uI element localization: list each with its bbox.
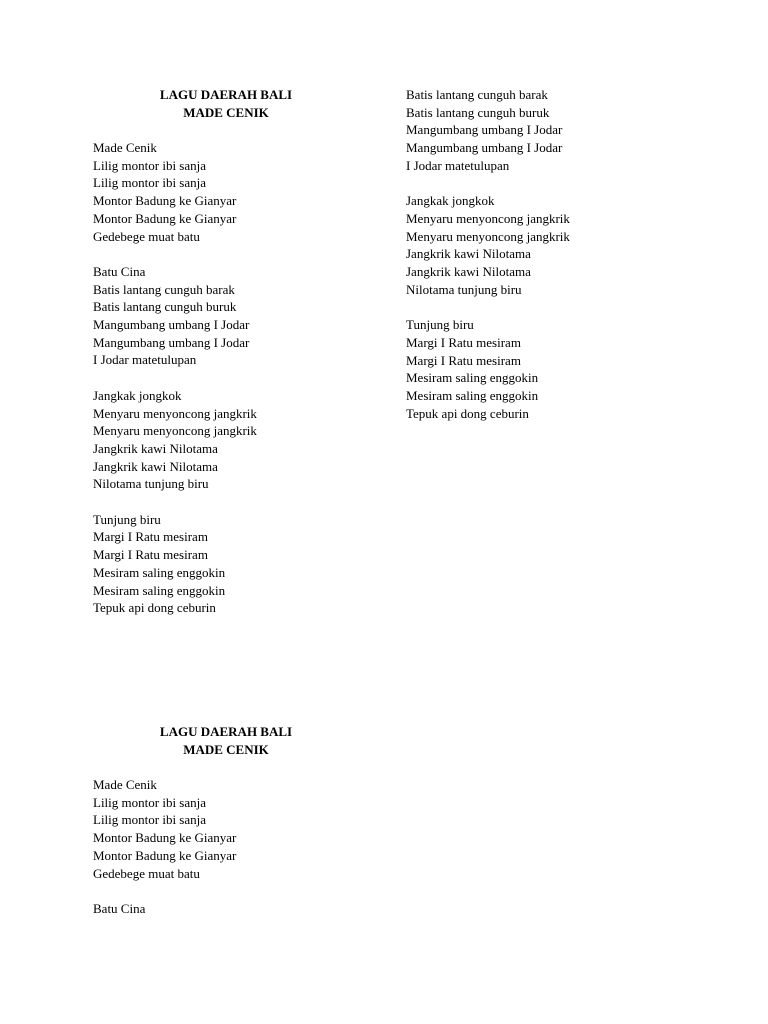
lyric-line: Batis lantang cunguh buruk: [406, 104, 550, 120]
lyric-line: Jangkak jongkok: [93, 387, 182, 403]
stanza: [406, 192, 570, 298]
lyric-line: Menyaru menyoncong jangkrik: [93, 423, 257, 439]
lyric-line: Mangumbang umbang I Jodar: [93, 334, 250, 350]
lyric-line: Mesiram saling enggokin: [406, 370, 539, 386]
song-title-line-1: LAGU DAERAH BALI: [159, 724, 293, 739]
lyric-line: I Jodar matetulupan: [93, 352, 197, 368]
lyric-line: Jangkrik kawi Nilotama: [406, 246, 531, 262]
song-title-copy: [93, 723, 359, 758]
stanza: [93, 387, 257, 493]
lyric-line: Margi I Ratu mesiram: [406, 352, 521, 368]
lyric-line: Made Cenik: [93, 140, 157, 155]
lyric-line: Nilotama tunjung biru: [93, 476, 209, 492]
lyric-line: Jangkrik kawi Nilotama: [93, 440, 218, 456]
left-column-lyrics: [93, 139, 257, 617]
lyric-line: Mangumbang umbang I Jodar: [93, 317, 250, 333]
stanza: [406, 316, 570, 422]
lyric-line: Lilig montor ibi sanja: [93, 157, 207, 173]
lyric-line: Batu Cina: [93, 900, 146, 916]
lyric-line: Montor Badung ke Gianyar: [93, 847, 237, 863]
lyric-line: Margi I Ratu mesiram: [93, 547, 208, 563]
lyric-line: Margi I Ratu mesiram: [93, 529, 208, 545]
lyric-line: Gedebege muat batu: [93, 865, 200, 881]
right-column-lyrics: [406, 86, 570, 422]
song-title-line-2: MADE CENIK: [183, 741, 269, 757]
stanza: [93, 139, 257, 245]
second-copy-lyrics: [93, 776, 236, 918]
lyric-line: Menyaru menyoncong jangkrik: [406, 210, 570, 226]
lyric-line: Tunjung biru: [93, 511, 161, 527]
lyric-line: Montor Badung ke Gianyar: [93, 830, 237, 846]
lyric-line: Batis lantang cunguh barak: [93, 281, 235, 297]
lyric-line: Jangkrik kawi Nilotama: [406, 264, 531, 280]
lyric-line: Batis lantang cunguh barak: [406, 87, 548, 102]
stanza: [93, 776, 236, 882]
lyric-line: Batis lantang cunguh buruk: [93, 299, 237, 315]
lyric-line: Lilig montor ibi sanja: [93, 794, 207, 810]
lyric-line: Menyaru menyoncong jangkrik: [93, 405, 257, 421]
lyric-line: Mangumbang umbang I Jodar: [406, 122, 563, 138]
lyric-line: Menyaru menyoncong jangkrik: [406, 228, 570, 244]
lyric-line: Montor Badung ke Gianyar: [93, 210, 237, 226]
lyric-line: Lilig montor ibi sanja: [93, 812, 207, 828]
lyric-line: Tepuk api dong ceburin: [93, 600, 216, 616]
song-title: [93, 86, 359, 121]
song-title-line-1: LAGU DAERAH BALI: [159, 87, 293, 102]
stanza: [93, 900, 236, 918]
lyric-line: I Jodar matetulupan: [406, 157, 510, 173]
stanza: [93, 263, 257, 369]
lyric-line: Nilotama tunjung biru: [406, 281, 522, 297]
lyric-line: Mesiram saling enggokin: [93, 582, 226, 598]
lyric-line: Montor Badung ke Gianyar: [93, 193, 237, 209]
lyric-line: Mesiram saling enggokin: [406, 387, 539, 403]
lyric-line: Tunjung biru: [406, 317, 474, 333]
lyric-line: Batu Cina: [93, 263, 146, 279]
lyric-line: Tepuk api dong ceburin: [406, 405, 529, 421]
lyric-line: Gedebege muat batu: [93, 228, 200, 244]
lyric-line: Margi I Ratu mesiram: [406, 334, 521, 350]
lyric-line: Jangkrik kawi Nilotama: [93, 458, 218, 474]
song-title-line-2: MADE CENIK: [183, 104, 269, 120]
lyric-line: Mangumbang umbang I Jodar: [406, 140, 563, 156]
lyric-line: Jangkak jongkok: [406, 193, 495, 209]
stanza: [406, 86, 570, 175]
lyric-line: Lilig montor ibi sanja: [93, 175, 207, 191]
stanza: [93, 511, 257, 617]
lyric-line: Mesiram saling enggokin: [93, 564, 226, 580]
lyric-line: Made Cenik: [93, 777, 157, 792]
